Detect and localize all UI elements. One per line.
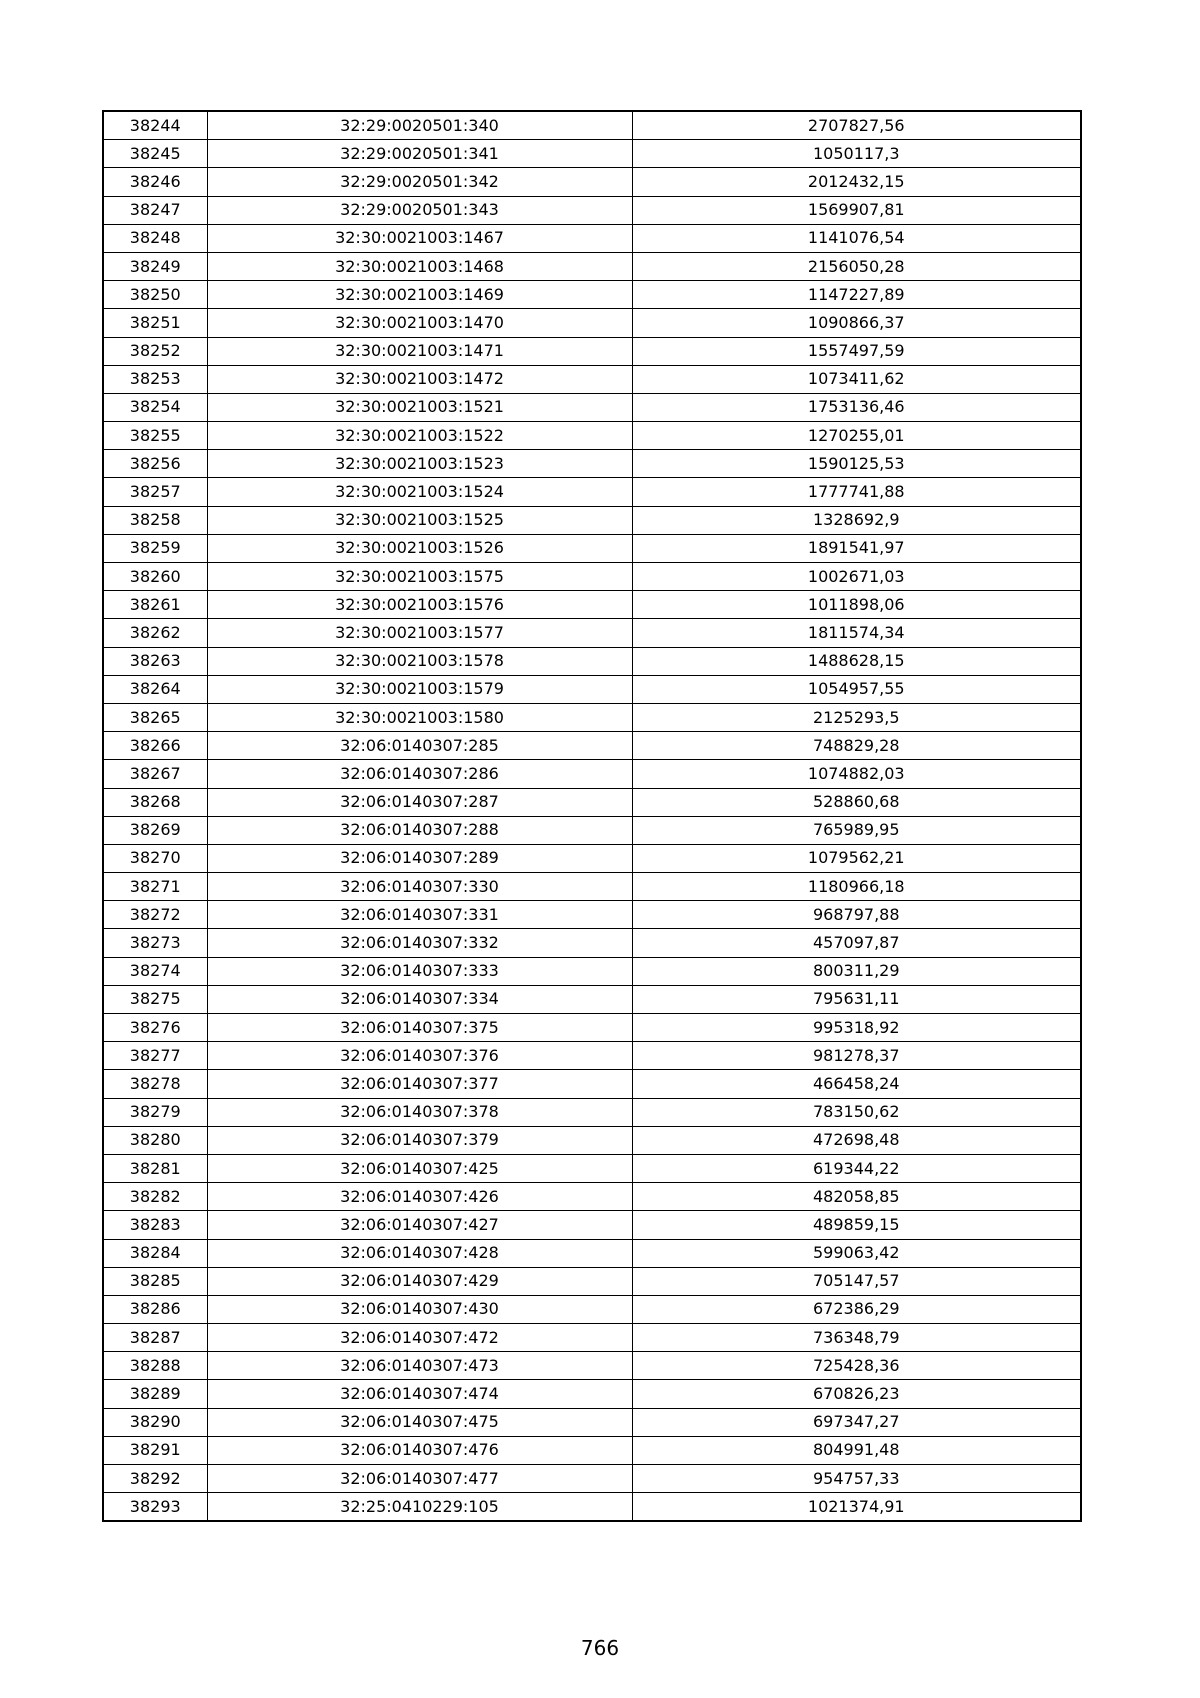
cadastral-number-cell: 32:06:0140307:289 [207,844,632,872]
table-row [103,1295,1081,1323]
value-cell: 804991,48 [632,1436,1081,1464]
table-row [103,647,1081,675]
cadastral-number-cell: 32:30:0021003:1467 [207,224,632,252]
row-number-cell: 38282 [103,1183,207,1211]
value-cell: 1557497,59 [632,337,1081,365]
table-row [103,732,1081,760]
value-cell: 2125293,5 [632,703,1081,731]
value-cell: 1811574,34 [632,619,1081,647]
cadastral-number-cell: 32:06:0140307:332 [207,929,632,957]
cadastral-number-cell: 32:30:0021003:1525 [207,506,632,534]
table-row [103,393,1081,421]
table-row [103,985,1081,1013]
cadastral-number-cell: 32:30:0021003:1580 [207,703,632,731]
cadastral-number-cell: 32:06:0140307:286 [207,760,632,788]
value-cell: 705147,57 [632,1267,1081,1295]
value-cell: 725428,36 [632,1352,1081,1380]
cadastral-number-cell: 32:06:0140307:476 [207,1436,632,1464]
table-row [103,1014,1081,1042]
cadastral-number-cell: 32:30:0021003:1472 [207,365,632,393]
cadastral-number-cell: 32:06:0140307:377 [207,1070,632,1098]
row-number-cell: 38274 [103,957,207,985]
value-cell: 1073411,62 [632,365,1081,393]
value-cell: 619344,22 [632,1154,1081,1182]
table-row [103,901,1081,929]
row-number-cell: 38255 [103,422,207,450]
table-row [103,703,1081,731]
row-number-cell: 38260 [103,563,207,591]
table-row [103,788,1081,816]
value-cell: 1011898,06 [632,591,1081,619]
row-number-cell: 38252 [103,337,207,365]
cadastral-number-cell: 32:06:0140307:475 [207,1408,632,1436]
value-cell: 800311,29 [632,957,1081,985]
value-cell: 736348,79 [632,1324,1081,1352]
cadastral-number-cell: 32:06:0140307:429 [207,1267,632,1295]
table-row [103,1126,1081,1154]
row-number-cell: 38259 [103,534,207,562]
row-number-cell: 38292 [103,1465,207,1493]
table-row [103,534,1081,562]
cadastral-number-cell: 32:30:0021003:1578 [207,647,632,675]
row-number-cell: 38280 [103,1126,207,1154]
cadastral-number-cell: 32:06:0140307:285 [207,732,632,760]
row-number-cell: 38289 [103,1380,207,1408]
table-row [103,957,1081,985]
table-row [103,816,1081,844]
table-row [103,760,1081,788]
value-cell: 1328692,9 [632,506,1081,534]
value-cell: 1141076,54 [632,224,1081,252]
row-number-cell: 38253 [103,365,207,393]
row-number-cell: 38287 [103,1324,207,1352]
cadastral-number-cell: 32:30:0021003:1523 [207,450,632,478]
value-cell: 670826,23 [632,1380,1081,1408]
row-number-cell: 38254 [103,393,207,421]
value-cell: 1021374,91 [632,1493,1081,1522]
row-number-cell: 38293 [103,1493,207,1522]
row-number-cell: 38248 [103,224,207,252]
row-number-cell: 38250 [103,281,207,309]
row-number-cell: 38279 [103,1098,207,1126]
table-row [103,1183,1081,1211]
table-row [103,506,1081,534]
value-cell: 968797,88 [632,901,1081,929]
table-row [103,478,1081,506]
row-number-cell: 38283 [103,1211,207,1239]
cadastral-number-cell: 32:25:0410229:105 [207,1493,632,1522]
value-cell: 783150,62 [632,1098,1081,1126]
row-number-cell: 38275 [103,985,207,1013]
cadastral-number-cell: 32:30:0021003:1577 [207,619,632,647]
value-cell: 954757,33 [632,1465,1081,1493]
value-cell: 795631,11 [632,985,1081,1013]
row-number-cell: 38271 [103,873,207,901]
value-cell: 1054957,55 [632,675,1081,703]
value-cell: 1074882,03 [632,760,1081,788]
row-number-cell: 38270 [103,844,207,872]
cadastral-number-cell: 32:30:0021003:1576 [207,591,632,619]
row-number-cell: 38286 [103,1295,207,1323]
cadastral-number-cell: 32:06:0140307:477 [207,1465,632,1493]
value-cell: 1891541,97 [632,534,1081,562]
value-cell: 528860,68 [632,788,1081,816]
row-number-cell: 38247 [103,196,207,224]
table-row [103,111,1081,140]
value-cell: 599063,42 [632,1239,1081,1267]
cadastral-number-cell: 32:30:0021003:1471 [207,337,632,365]
row-number-cell: 38276 [103,1014,207,1042]
value-cell: 457097,87 [632,929,1081,957]
row-number-cell: 38288 [103,1352,207,1380]
table-row [103,563,1081,591]
cadastral-number-cell: 32:29:0020501:342 [207,168,632,196]
row-number-cell: 38257 [103,478,207,506]
page-number: 766 [580,1636,620,1660]
cadastral-number-cell: 32:30:0021003:1524 [207,478,632,506]
cadastral-table [102,110,1082,1522]
table-row [103,1493,1081,1522]
cadastral-number-cell: 32:30:0021003:1522 [207,422,632,450]
value-cell: 2707827,56 [632,111,1081,140]
cadastral-number-cell: 32:06:0140307:473 [207,1352,632,1380]
value-cell: 1079562,21 [632,844,1081,872]
table-row [103,929,1081,957]
value-cell: 2156050,28 [632,252,1081,280]
value-cell: 1777741,88 [632,478,1081,506]
row-number-cell: 38272 [103,901,207,929]
cadastral-number-cell: 32:29:0020501:341 [207,140,632,168]
cadastral-number-cell: 32:30:0021003:1579 [207,675,632,703]
row-number-cell: 38251 [103,309,207,337]
value-cell: 995318,92 [632,1014,1081,1042]
cadastral-number-cell: 32:30:0021003:1469 [207,281,632,309]
row-number-cell: 38244 [103,111,207,140]
value-cell: 1090866,37 [632,309,1081,337]
row-number-cell: 38267 [103,760,207,788]
value-cell: 482058,85 [632,1183,1081,1211]
cadastral-number-cell: 32:30:0021003:1521 [207,393,632,421]
row-number-cell: 38246 [103,168,207,196]
value-cell: 1270255,01 [632,422,1081,450]
row-number-cell: 38266 [103,732,207,760]
row-number-cell: 38261 [103,591,207,619]
value-cell: 697347,27 [632,1408,1081,1436]
table-row [103,365,1081,393]
cadastral-number-cell: 32:29:0020501:343 [207,196,632,224]
value-cell: 2012432,15 [632,168,1081,196]
value-cell: 472698,48 [632,1126,1081,1154]
table-row [103,168,1081,196]
cadastral-number-cell: 32:06:0140307:333 [207,957,632,985]
row-number-cell: 38262 [103,619,207,647]
row-number-cell: 38281 [103,1154,207,1182]
value-cell: 1050117,3 [632,140,1081,168]
value-cell: 489859,15 [632,1211,1081,1239]
table-row [103,1070,1081,1098]
value-cell: 1180966,18 [632,873,1081,901]
cadastral-number-cell: 32:06:0140307:427 [207,1211,632,1239]
table-row [103,873,1081,901]
table-row [103,1267,1081,1295]
table-row [103,224,1081,252]
table-row [103,675,1081,703]
table-row [103,252,1081,280]
cadastral-number-cell: 32:06:0140307:426 [207,1183,632,1211]
table-row [103,309,1081,337]
cadastral-number-cell: 32:06:0140307:330 [207,873,632,901]
cadastral-number-cell: 32:06:0140307:331 [207,901,632,929]
row-number-cell: 38263 [103,647,207,675]
row-number-cell: 38277 [103,1042,207,1070]
table-row [103,591,1081,619]
cadastral-number-cell: 32:30:0021003:1575 [207,563,632,591]
value-cell: 672386,29 [632,1295,1081,1323]
table-row [103,844,1081,872]
table-row [103,337,1081,365]
row-number-cell: 38265 [103,703,207,731]
cadastral-number-cell: 32:06:0140307:376 [207,1042,632,1070]
row-number-cell: 38258 [103,506,207,534]
table-row [103,450,1081,478]
cadastral-number-cell: 32:06:0140307:428 [207,1239,632,1267]
row-number-cell: 38285 [103,1267,207,1295]
cadastral-number-cell: 32:06:0140307:288 [207,816,632,844]
value-cell: 1147227,89 [632,281,1081,309]
value-cell: 1590125,53 [632,450,1081,478]
value-cell: 1488628,15 [632,647,1081,675]
cadastral-number-cell: 32:30:0021003:1470 [207,309,632,337]
table-row [103,1154,1081,1182]
cadastral-number-cell: 32:06:0140307:379 [207,1126,632,1154]
row-number-cell: 38284 [103,1239,207,1267]
row-number-cell: 38278 [103,1070,207,1098]
cadastral-number-cell: 32:06:0140307:287 [207,788,632,816]
table-row [103,140,1081,168]
row-number-cell: 38249 [103,252,207,280]
row-number-cell: 38245 [103,140,207,168]
cadastral-number-cell: 32:29:0020501:340 [207,111,632,140]
value-cell: 466458,24 [632,1070,1081,1098]
table-row [103,196,1081,224]
table-row [103,1436,1081,1464]
value-cell: 981278,37 [632,1042,1081,1070]
table-body [103,111,1081,1521]
row-number-cell: 38269 [103,816,207,844]
value-cell: 1753136,46 [632,393,1081,421]
cadastral-number-cell: 32:06:0140307:472 [207,1324,632,1352]
table-row [103,1211,1081,1239]
table-row [103,1042,1081,1070]
cadastral-number-cell: 32:30:0021003:1526 [207,534,632,562]
cadastral-number-cell: 32:06:0140307:334 [207,985,632,1013]
table-row [103,1408,1081,1436]
table-row [103,281,1081,309]
cadastral-number-cell: 32:06:0140307:378 [207,1098,632,1126]
table-row [103,1352,1081,1380]
table-row [103,1098,1081,1126]
row-number-cell: 38256 [103,450,207,478]
table-row [103,422,1081,450]
value-cell: 1002671,03 [632,563,1081,591]
table-row [103,1465,1081,1493]
row-number-cell: 38273 [103,929,207,957]
table-row [103,619,1081,647]
row-number-cell: 38291 [103,1436,207,1464]
row-number-cell: 38264 [103,675,207,703]
cadastral-number-cell: 32:06:0140307:375 [207,1014,632,1042]
cadastral-number-cell: 32:30:0021003:1468 [207,252,632,280]
row-number-cell: 38268 [103,788,207,816]
cadastral-number-cell: 32:06:0140307:474 [207,1380,632,1408]
cadastral-number-cell: 32:06:0140307:425 [207,1154,632,1182]
table-row [103,1324,1081,1352]
table-row [103,1239,1081,1267]
table-row [103,1380,1081,1408]
row-number-cell: 38290 [103,1408,207,1436]
value-cell: 748829,28 [632,732,1081,760]
value-cell: 1569907,81 [632,196,1081,224]
value-cell: 765989,95 [632,816,1081,844]
cadastral-number-cell: 32:06:0140307:430 [207,1295,632,1323]
